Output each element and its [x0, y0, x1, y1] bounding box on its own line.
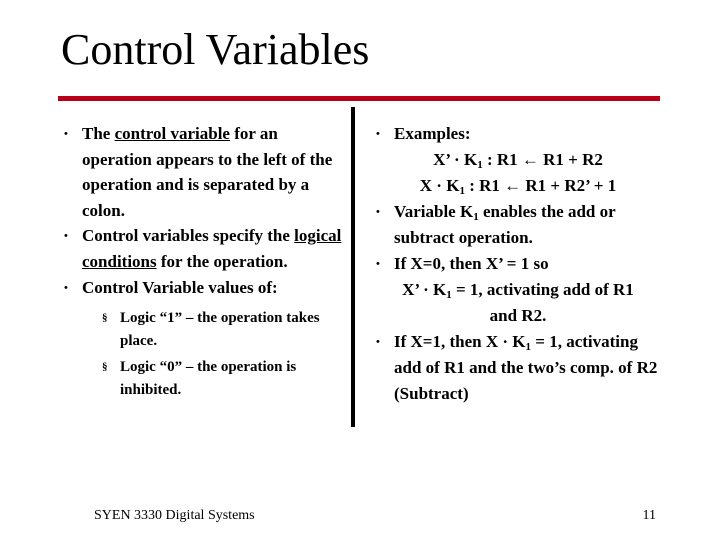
expr-part: : R1 ← R1 + R2’ + 1	[464, 176, 617, 195]
sub-item-text: Logic “1” – the operation takes place.	[120, 310, 320, 350]
if0-result	[394, 277, 664, 329]
underlined-term: logical conditions	[82, 226, 342, 271]
examples-label: Examples:	[394, 124, 471, 143]
bullet-if-x-0	[374, 251, 664, 329]
bullet-dot: •	[64, 281, 68, 294]
example-line-1	[394, 147, 664, 173]
bullet-text: Variable K	[394, 202, 474, 221]
left-column	[62, 121, 347, 405]
bullet-text: = 1, activating add of R1 and the two’s comp. of R2 (Subtract)	[394, 332, 658, 403]
expr-part: : R1 ← R1 + R2	[482, 150, 603, 169]
footer-page-number: 11	[642, 508, 656, 523]
expr-part: X’ · K	[433, 150, 478, 169]
bullet-text: If X=0, then X’ = 1 so	[394, 254, 549, 273]
expr-subscript: 1	[473, 211, 479, 223]
bullet-text: Control Variable values of:	[82, 277, 278, 297]
footer-course: SYEN 3330 Digital Systems	[94, 508, 255, 523]
title-rule	[58, 96, 660, 101]
bullet-control-variable	[62, 121, 347, 223]
section-sign-bullet: §	[102, 361, 108, 374]
expr-subscript: 1	[525, 341, 532, 353]
expr-part: X’ · K	[402, 280, 447, 299]
slide-title: Control Variables	[61, 25, 370, 74]
bullet-text: for an operation appears to the left of the operation and is separated by a colon.	[82, 124, 333, 220]
bullet-dot: •	[376, 128, 380, 140]
section-sign-bullet: §	[102, 312, 108, 325]
column-divider	[351, 107, 355, 427]
bullet-dot: •	[376, 206, 380, 218]
bullet-logical-conditions	[62, 223, 347, 274]
bullet-dot: •	[64, 128, 68, 140]
bullet-text: enables the add or subtract operation.	[394, 202, 616, 247]
bullet-dot: •	[64, 230, 68, 243]
expr-subscript: 1	[477, 159, 483, 171]
bullet-dot: •	[376, 258, 380, 270]
sub-item-logic-1	[100, 307, 347, 353]
bullet-text: The	[82, 124, 115, 143]
sub-list	[82, 307, 347, 402]
bullet-if-x-1	[374, 329, 664, 407]
bullet-dot: •	[376, 336, 380, 348]
expr-part: = 1, activating add of R1 and R2.	[451, 280, 634, 325]
expr-part: X · K	[419, 176, 460, 195]
bullet-examples	[374, 121, 664, 199]
expr-subscript: 1	[459, 185, 465, 197]
right-column	[374, 121, 664, 407]
example-line-2	[394, 173, 664, 199]
sub-item-text: Logic “0” – the operation is inhibited.	[120, 359, 297, 399]
bullet-variable-k1	[374, 199, 664, 251]
expr-subscript: 1	[446, 289, 452, 301]
sub-item-logic-0	[100, 356, 347, 402]
bullet-text: If X=1, then X · K	[394, 332, 526, 351]
bullet-control-values	[62, 275, 347, 403]
bullet-text: Control variables specify the	[82, 226, 295, 246]
bullet-text: for the operation.	[156, 251, 288, 271]
underlined-term: control variable	[114, 124, 230, 143]
